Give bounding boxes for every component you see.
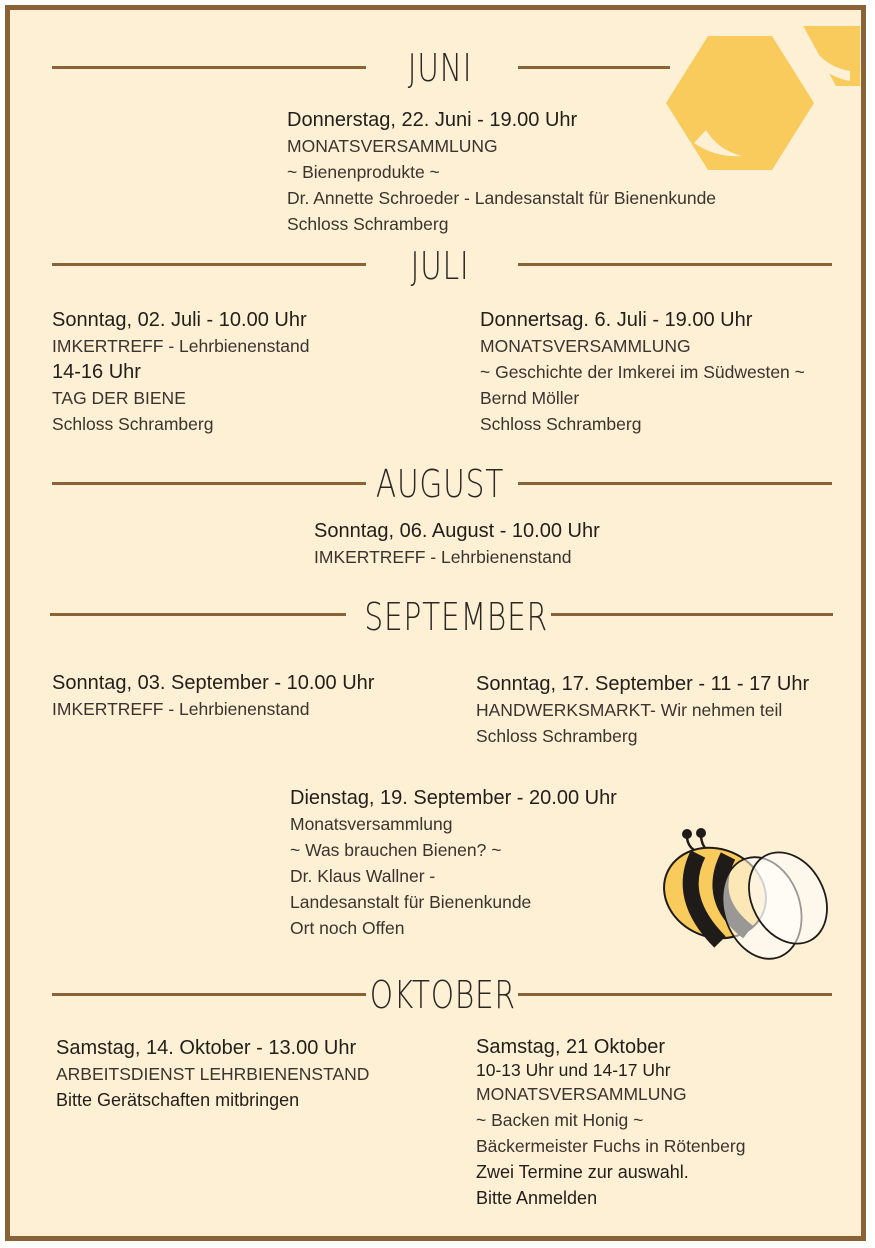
divider-line xyxy=(52,482,366,485)
event-line: ~ Backen mit Honig ~ xyxy=(476,1110,644,1130)
event-time: 10-13 Uhr und 14-17 Uhr xyxy=(476,1060,671,1080)
event-august-1 xyxy=(314,518,600,570)
event-title: Sonntag, 03. September - 10.00 Uhr xyxy=(52,672,375,694)
event-oktober-1 xyxy=(56,1035,369,1113)
bee-icon xyxy=(650,818,840,968)
event-september-1 xyxy=(52,670,374,722)
event-line: IMKERTREFF - Lehrbienenstand xyxy=(52,336,310,356)
event-title: Donnerstag, 22. Juni - 19.00 Uhr xyxy=(287,109,578,131)
month-heading-juli: JULI xyxy=(410,244,470,288)
month-heading-august: AUGUST xyxy=(375,462,505,506)
event-title: Sonntag, 06. August - 10.00 Uhr xyxy=(314,520,600,542)
month-heading-september: SEPTEMBER xyxy=(364,595,549,639)
month-heading-oktober: OKTOBER xyxy=(369,973,516,1017)
event-title: Sonntag, 17. September - 11 - 17 Uhr xyxy=(476,673,810,695)
event-time: 14-16 Uhr xyxy=(52,361,141,383)
event-line: Bitte Anmelden xyxy=(476,1188,598,1208)
event-september-3 xyxy=(290,785,617,941)
event-line: Schloss Schramberg xyxy=(476,726,638,746)
event-line: ~ Geschichte der Imkerei im Südwesten ~ xyxy=(480,362,805,382)
event-september-2 xyxy=(476,671,809,749)
event-line: MONATSVERSAMMLUNG xyxy=(287,136,498,156)
event-juli-2 xyxy=(480,307,805,437)
event-line: Schloss Schramberg xyxy=(480,414,642,434)
event-line: Landesanstalt für Bienenkunde xyxy=(290,892,532,912)
event-juli-1 xyxy=(52,307,309,437)
event-line: ~ Was brauchen Bienen? ~ xyxy=(290,840,502,860)
event-line: Bäckermeister Fuchs in Rötenberg xyxy=(476,1136,746,1156)
event-title: Dienstag, 19. September - 20.00 Uhr xyxy=(290,787,617,809)
month-heading-juni: JUNI xyxy=(407,46,473,90)
event-title: Samstag, 21 Oktober xyxy=(476,1036,665,1058)
event-line: Monatsversammlung xyxy=(290,814,453,834)
event-title: Donnertsag. 6. Juli - 19.00 Uhr xyxy=(480,309,753,331)
event-line: Schloss Schramberg xyxy=(287,214,449,234)
divider-line xyxy=(52,993,366,996)
event-line: Ort noch Offen xyxy=(290,918,405,938)
divider-line xyxy=(518,482,832,485)
event-line: IMKERTREFF - Lehrbienenstand xyxy=(314,547,572,567)
event-line: IMKERTREFF - Lehrbienenstand xyxy=(52,699,310,719)
divider-line xyxy=(518,263,832,266)
divider-line xyxy=(50,613,346,616)
event-line: MONATSVERSAMMLUNG xyxy=(480,336,691,356)
event-line: Dr. Annette Schroeder - Landesanstalt für Bienenkunde xyxy=(287,188,717,208)
event-line: ~ Bienenprodukte ~ xyxy=(287,162,440,182)
event-line: Bernd Möller xyxy=(480,388,580,408)
divider-line xyxy=(551,613,833,616)
event-line: Bitte Gerätschaften mitbringen xyxy=(56,1090,300,1110)
page-frame xyxy=(5,5,866,1241)
event-juni-1 xyxy=(287,107,716,237)
divider-line xyxy=(518,66,670,69)
event-line: ARBEITSDIENST LEHRBIENENSTAND xyxy=(56,1064,370,1084)
divider-line xyxy=(52,263,366,266)
event-line: TAG DER BIENE xyxy=(52,388,186,408)
divider-line xyxy=(518,993,832,996)
event-line: HANDWERKSMARKT- Wir nehmen teil xyxy=(476,700,783,720)
divider-line xyxy=(52,66,366,69)
event-line: Schloss Schramberg xyxy=(52,414,214,434)
event-line: Zwei Termine zur auswahl. xyxy=(476,1162,689,1182)
event-line: MONATSVERSAMMLUNG xyxy=(476,1084,687,1104)
event-title: Sonntag, 02. Juli - 10.00 Uhr xyxy=(52,309,307,331)
event-oktober-2 xyxy=(476,1035,745,1211)
event-title: Samstag, 14. Oktober - 13.00 Uhr xyxy=(56,1037,357,1059)
event-line: Dr. Klaus Wallner - xyxy=(290,866,436,886)
